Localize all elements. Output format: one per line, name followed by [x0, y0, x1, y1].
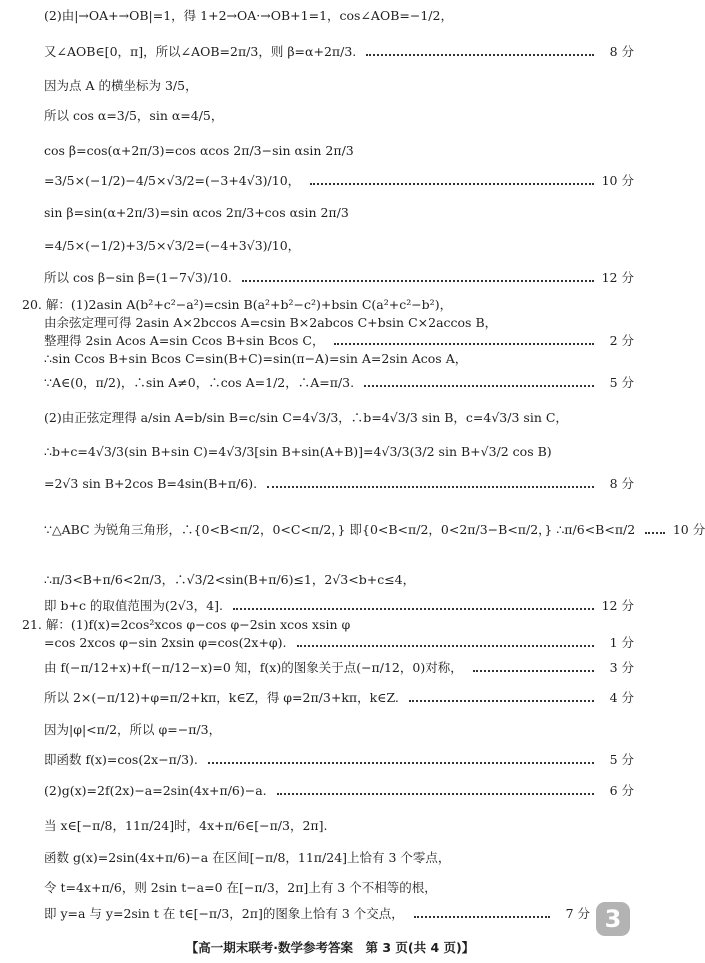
solution-line — [44, 173, 634, 189]
solution-line — [44, 205, 634, 221]
line-text: (2)由正弦定理得 a/sin A=b/sin B=c/sin C=4√3/3，∴b=4√3/3 sin B，c=4√3/3 sin C， — [44, 410, 568, 425]
line-text: =2√3 sin B+2cos B=4sin(B+π/6). — [44, 476, 258, 491]
solution-line — [44, 660, 634, 676]
score-label: 4 分 — [609, 690, 634, 705]
line-text: 又∠AOB∈[0，π]，所以∠AOB=2π/3，则 β=α+2π/3. — [44, 44, 357, 59]
score-label: 8 分 — [609, 476, 634, 491]
line-text: 令 t=4x+π/6，则 2sin t−a=0 在[−π/3，2π]上有 3 个不相等的根， — [44, 880, 437, 895]
solution-line — [44, 722, 634, 738]
solution-line — [44, 270, 634, 286]
page-number-badge: 3 — [596, 902, 630, 936]
line-text: 由余弦定理可得 2asin A×2bccos A=csin B×2abcos C+bsin C×2accos B， — [44, 315, 498, 330]
line-text: ∵A∈(0，π/2)，∴sin A≠0，∴cos A=1/2，∴A=π/3. — [44, 375, 355, 390]
solution-line — [44, 880, 634, 896]
line-text: 21. 解：(1)f(x)=2cos²xcos φ−cos φ−2sin xcos xsin φ — [22, 617, 351, 632]
line-text: ∴π/3<B+π/6<2π/3，∴√3/2<sin(B+π/6)≤1，2√3<b+c≤4， — [44, 572, 416, 587]
dot-leader — [297, 645, 594, 647]
line-text: 所以 2×(−π/12)+φ=π/2+kπ，k∈Z，得 φ=2π/3+kπ，k∈Z. — [44, 690, 399, 705]
dot-leader — [208, 762, 594, 764]
score-label: 7 分 — [565, 906, 590, 921]
score-label: 10 分 — [601, 173, 634, 188]
score-label: 10 分 — [672, 522, 705, 537]
score-label: 8 分 — [609, 44, 634, 59]
solution-line — [44, 78, 634, 94]
line-text: cos β=cos(α+2π/3)=cos αcos 2π/3−sin αsin 2π/3 — [44, 143, 354, 158]
line-text: 由 f(−π/12+x)+f(−π/12−x)=0 知，f(x)的图象关于点(−π/12，0)对称， — [44, 660, 463, 675]
solution-line — [44, 522, 705, 538]
line-text: =4/5×(−1/2)+3/5×√3/2=(−4+3√3)/10， — [44, 238, 301, 253]
line-text: 所以 cos β−sin β=(1−7√3)/10. — [44, 270, 232, 285]
solution-line — [44, 476, 634, 492]
score-label: 12 分 — [601, 270, 634, 285]
solution-line — [44, 850, 634, 866]
line-text: 即 b+c 的取值范围为(2√3，4]. — [44, 598, 223, 613]
line-text: =cos 2xcos φ−sin 2xsin φ=cos(2x+φ). — [44, 635, 287, 650]
line-text: 因为|φ|<π/2，所以 φ=−π/3， — [44, 722, 222, 737]
line-text: 函数 g(x)=2sin(4x+π/6)−a 在区间[−π/8，11π/24]上恰有 3 个零点， — [44, 850, 451, 865]
line-text: 即函数 f(x)=cos(2x−π/3). — [44, 752, 198, 767]
solution-line — [44, 818, 634, 834]
line-text: 即 y=a 与 y=2sin t 在 t∈[−π/3，2π]的图象上恰有 3 个交点， — [44, 906, 404, 921]
dot-leader — [409, 700, 594, 702]
score-label: 3 分 — [609, 660, 634, 675]
solution-line — [44, 444, 634, 460]
line-text: ∵△ABC 为锐角三角形，∴{0<B<π/2，0<C<π/2，} 即{0<B<π/2，0<2π/3−B<π/2，} ∴π/6<B<π/2 — [44, 522, 636, 537]
score-label: 6 分 — [609, 783, 634, 798]
line-text: 因为点 A 的横坐标为 3/5， — [44, 78, 198, 93]
solution-line — [44, 752, 634, 768]
solution-line — [44, 238, 634, 254]
solution-line — [44, 410, 634, 426]
solution-line — [44, 635, 634, 651]
solution-line — [22, 617, 634, 633]
solution-line — [44, 8, 634, 24]
line-text: (2)由|→OA+→OB|=1，得 1+2→OA·→OB+1=1，cos∠AOB=−1/2， — [44, 8, 453, 23]
dot-leader — [310, 183, 594, 185]
line-text: ∴sin Ccos B+sin Bcos C=sin(B+C)=sin(π−A)=sin A=2sin Acos A， — [44, 351, 468, 366]
line-text: 当 x∈[−π/8，11π/24]时，4x+π/6∈[−π/3，2π]. — [44, 818, 328, 833]
solution-line — [44, 143, 634, 159]
dot-leader — [233, 608, 594, 610]
page-footer: 【高一期末联考·数学参考答案 第 3 页(共 4 页)】 — [185, 940, 475, 955]
dot-leader — [277, 793, 594, 795]
solution-line — [22, 297, 634, 313]
solution-line — [44, 690, 634, 706]
solution-line — [44, 906, 590, 922]
line-text: ∴b+c=4√3/3(sin B+sin C)=4√3/3[sin B+sin(A+B)]=4√3/3(3/2 sin B+√3/2 cos B) — [44, 444, 552, 459]
solution-line — [44, 375, 634, 391]
line-text: 20. 解：(1)2asin A(b²+c²−a²)=csin B(a²+b²−c²)+bsin C(a²+c²−b²)， — [22, 297, 453, 312]
solution-line — [44, 333, 634, 349]
line-text: 所以 cos α=3/5，sin α=4/5， — [44, 108, 224, 123]
solution-line — [44, 572, 634, 588]
dot-leader — [645, 532, 665, 534]
solution-line — [44, 783, 634, 799]
solution-line — [44, 44, 634, 60]
solution-line — [44, 108, 634, 124]
dot-leader — [334, 343, 594, 345]
score-label: 1 分 — [609, 635, 634, 650]
solution-line — [44, 351, 634, 367]
line-text: sin β=sin(α+2π/3)=sin αcos 2π/3+cos αsin 2π/3 — [44, 205, 349, 220]
dot-leader — [366, 54, 594, 56]
score-label: 12 分 — [601, 598, 634, 613]
dot-leader — [242, 280, 594, 282]
solution-line — [44, 315, 634, 331]
score-label: 2 分 — [609, 333, 634, 348]
score-label: 5 分 — [609, 752, 634, 767]
line-text: (2)g(x)=2f(2x)−a=2sin(4x+π/6)−a. — [44, 783, 267, 798]
line-text: 整理得 2sin Acos A=sin Ccos B+sin Bcos C， — [44, 333, 325, 348]
dot-leader — [267, 486, 594, 488]
score-label: 5 分 — [609, 375, 634, 390]
line-text: =3/5×(−1/2)−4/5×√3/2=(−3+4√3)/10， — [44, 173, 301, 188]
solution-line — [44, 598, 634, 614]
dot-leader — [414, 916, 550, 918]
dot-leader — [364, 385, 594, 387]
dot-leader — [473, 670, 594, 672]
